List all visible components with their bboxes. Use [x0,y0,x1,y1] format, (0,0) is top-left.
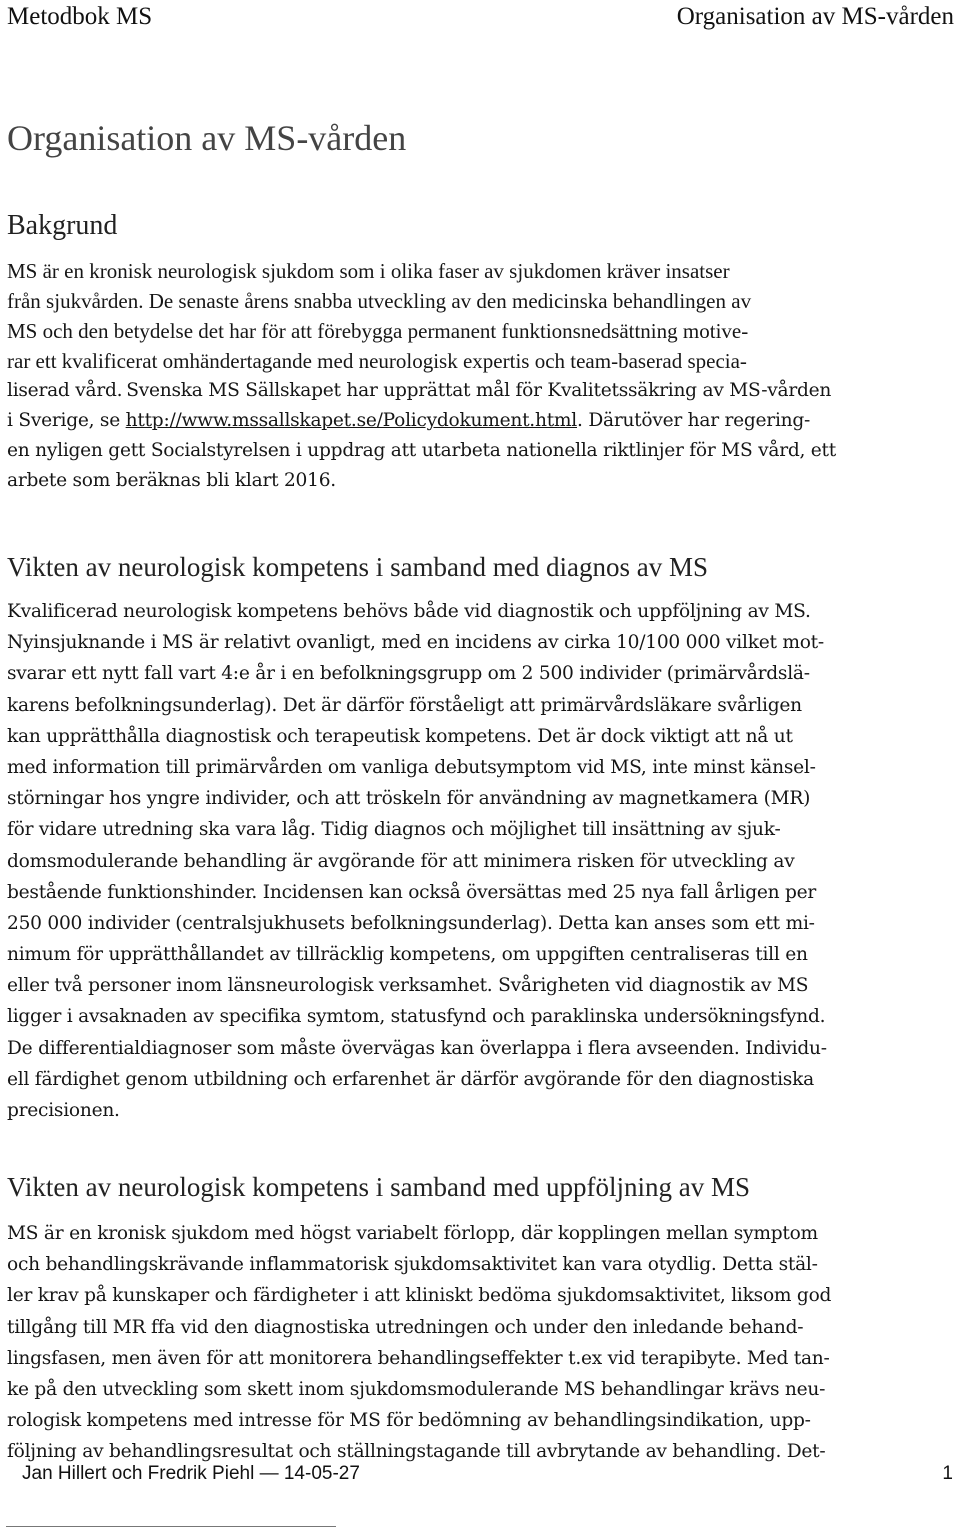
footer-authors-date: Jan Hillert och Fredrik Piehl — 14-05-27 [22,1463,360,1484]
footer-divider [6,1526,336,1527]
paragraph-bakgrund [7,256,952,496]
text-line: Nyinsjuknande i MS är relativt ovanligt, med en incidens av cirka 10/100 000 vilket mot- [7,632,824,654]
text-line: domsmodulerande behandling är avgörande för att minimera risken för utveckling av [7,850,795,872]
paragraph-uppfoljning [7,1218,952,1468]
text-line: en nyligen gett Socialstyrelsen i uppdrag att utarbeta nationella riktlinjer för MS vård, ett [7,440,837,461]
text-line: följning av behandlingsresultat och ställningstagande till avbrytande av behandling. Det- [7,1441,826,1463]
text-line: De differentialdiagnoser som måste övervägas kan överlappa i flera avseenden. Individu- [7,1037,827,1059]
section-heading-bakgrund: Bakgrund [7,210,118,241]
policy-document-link[interactable]: http://www.mssallskapet.se/Policydokument.html [125,410,577,431]
page-number: 1 [942,1463,953,1484]
text-line: i Sverige, se http://www.mssallskapet.se/Policydokument.html. Därutöver har regering- [7,410,811,431]
paragraph-diagnos [7,596,952,1126]
text-line: rar ett kvalificerat omhändertagande med neurologisk expertis och team-baserad specia- [7,349,747,373]
text-line: MS är en kronisk sjukdom med högst variabelt förlopp, där kopplingen mellan symptom [7,1223,818,1244]
page-header [7,0,954,34]
text-line: liserad vård. Svenska MS Sällskapet har upprättat mål för Kvalitetssäkring av MS-vården [7,380,832,401]
text-line: arbete som beräknas bli klart 2016. [7,470,336,491]
header-chapter-name: Organisation av MS-vården [676,3,954,30]
text-line: bestående funktionshinder. Incidensen kan också översättas med 25 nya fall årligen per [7,881,817,903]
text-line: ke på den utveckling som skett inom sjukdomsmodulerande MS behandlingar krävs neu- [7,1378,826,1400]
text-line: karens befolkningsunderlag). Det är därför förståeligt att primärvårdsläkare svårligen [7,694,802,716]
page-title: Organisation av MS-vården [7,118,407,158]
text-line: 250 000 individer (centralsjukhusets befolkningsunderlag). Detta kan anses som ett mi- [7,912,815,934]
text-line: svarar ett nytt fall vart 4:e år i en befolkningsgrupp om 2 500 individer (primärvårdslä- [7,663,810,685]
section-heading-diagnos: Vikten av neurologisk kompetens i samband med diagnos av MS [7,552,709,582]
text-line: MS och den betydelse det har för att förebygga permanent funktionsnedsättning motive- [7,319,749,343]
text-line: nimum för upprätthållandet av tillräcklig kompetens, om uppgiften centraliseras till en [7,944,808,966]
text-line: MS är en kronisk neurologisk sjukdom som i olika faser av sjukdomen kräver insatser [7,259,730,283]
text-line: rologisk kompetens med intresse för MS för bedömning av behandlingsindikation, upp- [7,1410,811,1432]
text-line: lingsfasen, men även för att monitorera behandlingseffekter t.ex vid terapibyte. Med tan- [7,1347,830,1369]
text-line: kan upprätthålla diagnostisk och terapeutisk kompetens. Det är dock viktigt att nå ut [7,725,793,747]
text-line: Kvalificerad neurologisk kompetens behövs både vid diagnostik och uppföljning av MS. [7,601,811,622]
page-footer [22,1462,953,1486]
text-line: för vidare utredning ska vara låg. Tidig diagnos och möjlighet till insättning av sjuk- [7,819,781,841]
text-line: från sjukvården. De senaste årens snabba utveckling av den medicinska behandlingen av [7,289,752,313]
section-heading-uppfoljning: Vikten av neurologisk kompetens i samband med uppföljning av MS [7,1172,751,1202]
text-line: och behandlingskrävande inflammatorisk sjukdomsaktivitet kan vara otydlig. Detta stäl- [7,1254,818,1276]
text-line: ligger i avsaknaden av specifika symtom, statusfynd och paraklinska undersökningsfynd. [7,1006,826,1028]
text-line: störningar hos yngre individer, och att tröskeln för användning av magnetkamera (MR) [7,788,811,810]
text-line: med information till primärvården om vanliga debutsymptom vid MS, inte minst känsel- [7,756,816,778]
text-line: ell färdighet genom utbildning och erfarenhet är därför avgörande för den diagnostiska [7,1068,814,1090]
text-line: tillgång till MR ffa vid den diagnostiska utredningen och under den inledande behand- [7,1316,804,1338]
text-line: precisionen. [7,1100,120,1121]
text-line: eller två personer inom länsneurologisk verksamhet. Svårigheten vid diagnostik av MS [7,975,809,997]
text-line: ler krav på kunskaper och färdigheter i att kliniskt bedöma sjukdomsaktivitet, liksom god [7,1285,832,1307]
header-document-name: Metodbok MS [7,3,153,30]
